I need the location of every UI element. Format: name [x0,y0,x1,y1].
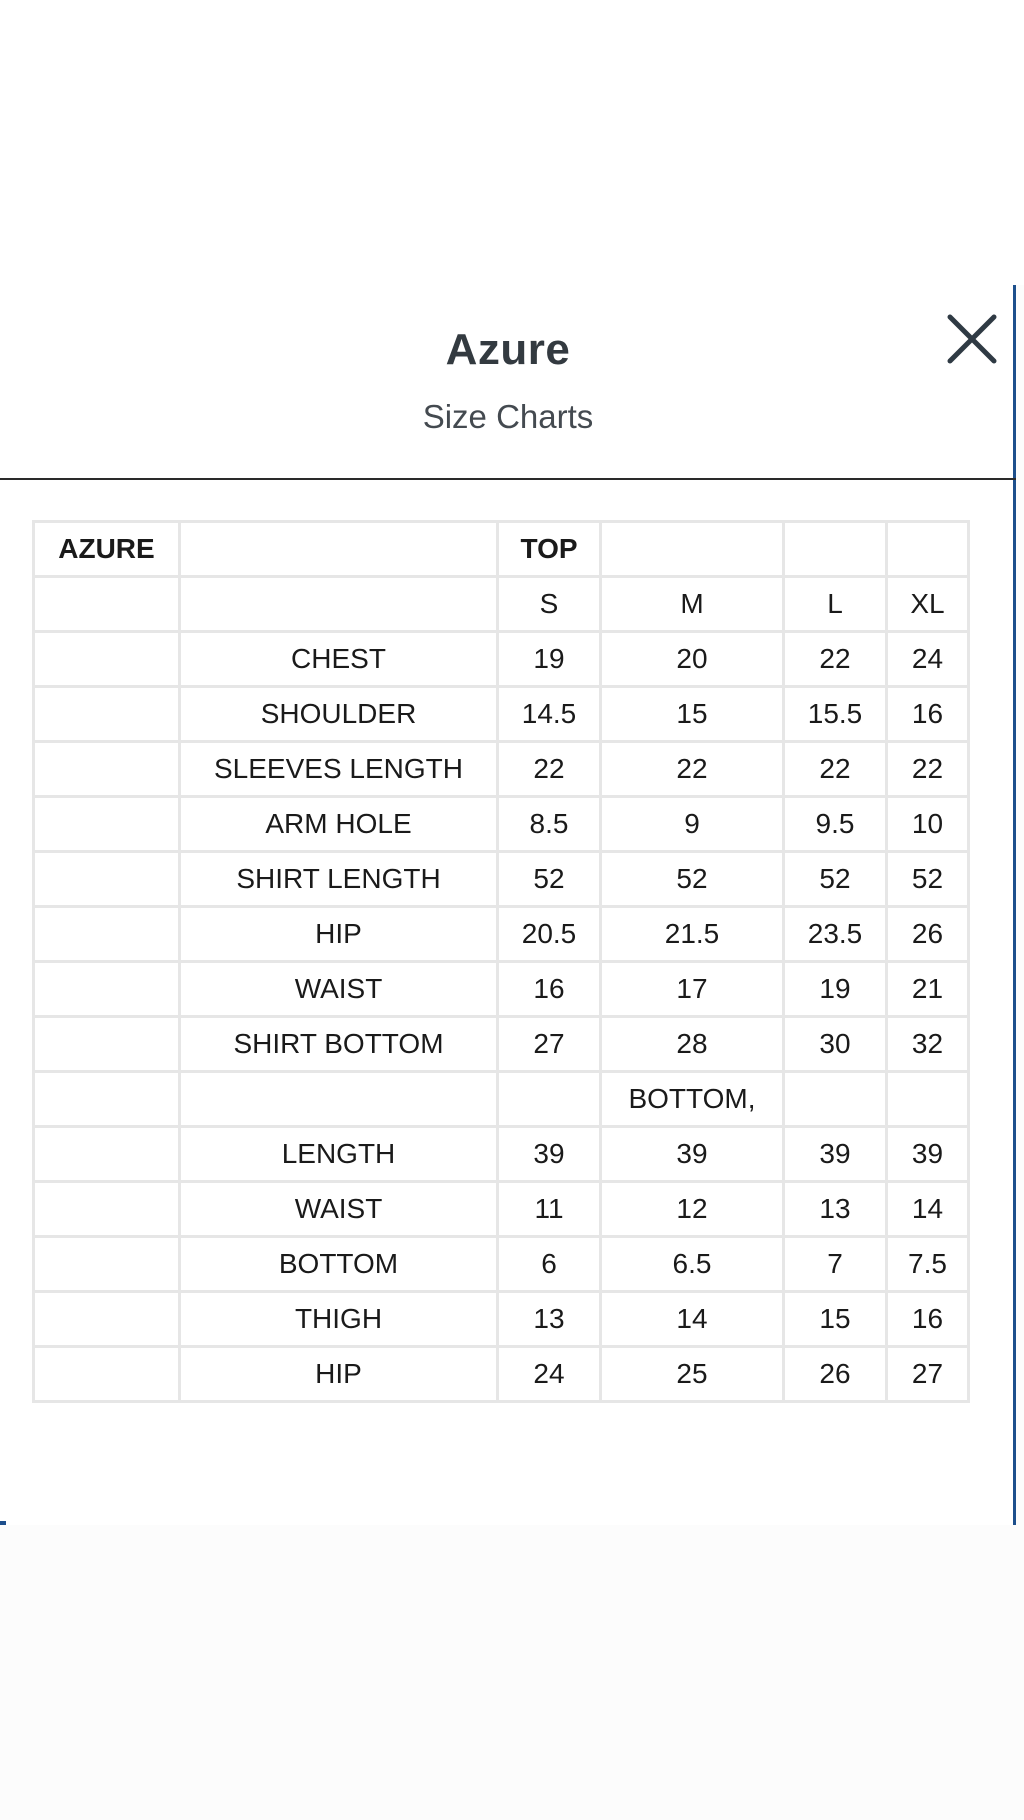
modal-header [0,285,1016,480]
table-cell: 17 [601,962,784,1017]
table-cell: 15 [784,1292,887,1347]
table-cell: CHEST [180,632,498,687]
table-cell: 19 [784,962,887,1017]
table-cell: S [498,577,601,632]
modal-subtitle: Size Charts [422,398,594,435]
table-row [34,797,969,852]
table-cell: BOTTOM, [601,1072,784,1127]
table-cell: 10 [887,797,969,852]
table-cell [34,742,180,797]
table-cell: 39 [498,1127,601,1182]
table-cell: 19 [498,632,601,687]
table-cell: 24 [498,1347,601,1402]
table-cell: 27 [498,1017,601,1072]
table-cell: 32 [887,1017,969,1072]
table-cell: 8.5 [498,797,601,852]
table-cell [34,1292,180,1347]
table-cell: 23.5 [784,907,887,962]
table-cell: 52 [498,852,601,907]
table-row [34,577,969,632]
table-cell: 16 [498,962,601,1017]
size-chart-body [34,522,969,1402]
table-cell: WAIST [180,1182,498,1237]
table-cell: 9.5 [784,797,887,852]
table-cell: 7.5 [887,1237,969,1292]
table-cell: L [784,577,887,632]
table-cell [34,1347,180,1402]
table-row [34,632,969,687]
table-cell: 26 [887,907,969,962]
table-cell [498,1072,601,1127]
table-cell: 6.5 [601,1237,784,1292]
table-cell: 22 [498,742,601,797]
table-cell: 20 [601,632,784,687]
table-cell: 13 [784,1182,887,1237]
table-cell: XL [887,577,969,632]
table-row [34,742,969,797]
table-row [34,1292,969,1347]
table-cell [34,687,180,742]
table-row [34,1347,969,1402]
modal-bottom-edge [0,1521,6,1525]
table-row [34,907,969,962]
page-top-area [0,0,1024,285]
size-chart-modal [0,285,1016,1525]
table-cell: 22 [784,742,887,797]
table-cell: BOTTOM [180,1237,498,1292]
table-cell: ARM HOLE [180,797,498,852]
table-cell: 14.5 [498,687,601,742]
table-cell: 15 [601,687,784,742]
table-cell [34,1127,180,1182]
table-cell: LENGTH [180,1127,498,1182]
table-cell: 14 [887,1182,969,1237]
table-cell [34,1237,180,1292]
table-cell: 20.5 [498,907,601,962]
table-cell: SLEEVES LENGTH [180,742,498,797]
table-cell: 22 [887,742,969,797]
table-cell: 22 [784,632,887,687]
table-row [34,1072,969,1127]
table-cell [34,1017,180,1072]
table-cell: 9 [601,797,784,852]
table-row [34,1017,969,1072]
close-button[interactable] [944,311,1000,367]
table-row [34,522,969,577]
table-row [34,852,969,907]
table-cell: 21.5 [601,907,784,962]
table-cell: SHIRT BOTTOM [180,1017,498,1072]
table-cell: SHIRT LENGTH [180,852,498,907]
table-cell: 12 [601,1182,784,1237]
table-cell: 25 [601,1347,784,1402]
table-cell: 7 [784,1237,887,1292]
table-cell: HIP [180,907,498,962]
table-cell [34,962,180,1017]
table-cell [180,577,498,632]
table-cell [601,522,784,577]
table-cell: M [601,577,784,632]
table-cell: 6 [498,1237,601,1292]
table-cell: 52 [887,852,969,907]
table-cell: 39 [887,1127,969,1182]
table-cell: 22 [601,742,784,797]
table-cell: 24 [887,632,969,687]
table-cell: AZURE [34,522,180,577]
size-chart-table [32,520,970,1403]
table-cell: 52 [784,852,887,907]
table-cell: 11 [498,1182,601,1237]
table-row [34,1237,969,1292]
table-row [34,962,969,1017]
table-cell: 13 [498,1292,601,1347]
table-cell [180,1072,498,1127]
table-cell: WAIST [180,962,498,1017]
table-cell [34,632,180,687]
table-row [34,1127,969,1182]
table-cell [34,1182,180,1237]
table-cell: 27 [887,1347,969,1402]
table-cell: 30 [784,1017,887,1072]
close-icon [944,311,1000,367]
table-cell: HIP [180,1347,498,1402]
table-row [34,1182,969,1237]
table-cell [784,522,887,577]
table-cell [34,577,180,632]
table-cell [887,522,969,577]
table-cell [887,1072,969,1127]
table-cell: SHOULDER [180,687,498,742]
table-cell: 15.5 [784,687,887,742]
table-cell [34,852,180,907]
table-cell [784,1072,887,1127]
table-cell: 39 [601,1127,784,1182]
table-cell: TOP [498,522,601,577]
table-cell: 16 [887,687,969,742]
table-cell: 16 [887,1292,969,1347]
table-cell: 26 [784,1347,887,1402]
table-cell [34,1072,180,1127]
table-row [34,687,969,742]
table-cell: 28 [601,1017,784,1072]
table-cell: 52 [601,852,784,907]
modal-title: Azure [445,325,571,374]
table-cell [34,907,180,962]
table-cell [180,522,498,577]
table-cell [34,797,180,852]
table-cell: 14 [601,1292,784,1347]
table-cell: 39 [784,1127,887,1182]
table-cell: 21 [887,962,969,1017]
table-cell: THIGH [180,1292,498,1347]
